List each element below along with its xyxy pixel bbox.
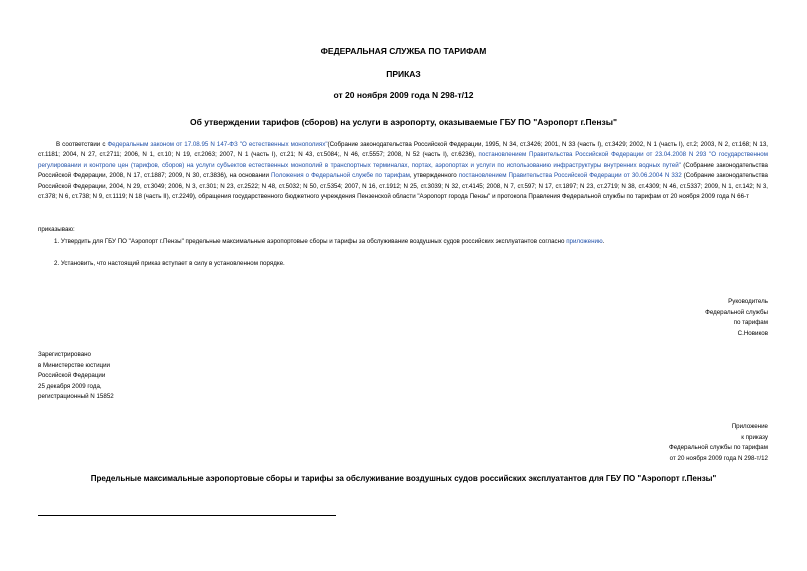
order-item-1-text: 1. Утвердить для ГБУ ПО "Аэропорт г.Пензы" предельные максимальные аэропортовые сборы и тарифы за обслуживание воздушных судов российских эксплуатантов согласно — [54, 238, 567, 245]
document-title: Об утверждении тарифов (сборов) на услуги в аэропорту, оказываемые ГБУ ПО "Аэропорт г.Пензы" — [189, 117, 618, 127]
preamble-text-4: , утвержденного — [409, 172, 459, 180]
signature-org: Федеральной службы — [705, 308, 768, 316]
registration-number: регистрационный N 15852 — [38, 393, 114, 400]
signature-block — [705, 297, 768, 339]
federal-law-link[interactable]: Федеральным законом от 17.08.95 N 147-ФЗ "О естественных монополиях" — [107, 141, 328, 148]
order-item-2: 2. Установить, что настоящий приказ вступает в силу в установленном порядке. — [54, 260, 285, 267]
registration-block — [38, 350, 114, 403]
document-date-number: от 20 ноября 2009 года N 298-т/12 — [333, 90, 474, 100]
registration-line-2: в Министерстве юстиции — [38, 361, 111, 369]
footnote-divider — [38, 515, 336, 516]
registration-date: 25 декабря 2009 года, — [38, 382, 102, 390]
government-decree-332-link[interactable]: постановлением Правительства Российской Федерации от 30.06.2004 N 332 — [458, 172, 682, 180]
issuing-authority: ФЕДЕРАЛЬНАЯ СЛУЖБА ПО ТАРИФАМ — [320, 46, 487, 56]
annex-authority: Федеральной службы по тарифам — [669, 444, 768, 451]
annex-date-number: от 20 ноября 2009 года N 298-т/12 — [669, 454, 768, 462]
order-item-1 — [54, 237, 604, 247]
annex-title: Предельные максимальные аэропортовые сборы и тарифы за обслуживание воздушных судов российских эксплуатантов для ГБУ ПО "Аэропорт г.Пензы" — [90, 474, 717, 483]
preamble-text-5: (Собрание законодательства Российской Федерации, 2004, N 29, ст.3049; 2006, N 3, ст.301; N 23, ст.2522; N 48, ст.5032; N 50, ст.5354; 2007, N 16, ст.1912; N 25, ст.3039; N 32, ст.4145; 2008, N 7, ст.597; N 17, ст.1897; N 23, ст.2719; N 38, ст.4309; N 46, ст.5337; 2009, N 1, ст.142; N 3, ст.378; N 6, ст.738; N 9, ст.1119; N 18 (часть II), ст.2249), обращения государственного бюджетного учреждения Пензенской области "Аэропорт города Пензы" и протокола Правления Федеральной службы по тарифам от 20 ноября 2009 года N 66-т — [38, 172, 768, 201]
signature-name: С.Новиков — [737, 329, 768, 337]
registration-line-1: Зарегистрировано — [38, 351, 91, 358]
preamble-text-2: (Собрание законодательства Российской Федерации, 1995, N 34, ст.3426; 2001, N 33 (часть I), ст.3429; 2002, N 1 (часть I), ст.2; 2003, N 2, ст.168; N 13, ст.1181; 2004, N 27, ст.2711; 2006, N 1, ст.10; N 19, ст.2063; 2007, N 1 (часть I), ст.21; N 43, ст.5084;, N 46, ст.5557; 2008, N 52 (часть I), ст.6236), — [38, 141, 769, 159]
registration-line-3: Российской Федерации — [38, 372, 106, 379]
preamble-text-3: (Собрание законодательства Российской Федерации, 2008, N 17, ст.1887; 2009, N 30, ст.3836), на основании — [38, 161, 768, 180]
government-decree-293-link[interactable]: постановлением Правительства Российской Федерации от 23.04.2008 N 293 "О государственном регулировании и контроле цен (тарифов, сборов) на услуги субъектов естественных монополий в транспортных терминалах, портах, аэропортах и услуги по использованию инфраструктуры внутренних водных путей" — [38, 151, 768, 169]
signature-position: Руководитель — [728, 298, 768, 305]
fst-regulation-link[interactable]: Положения о Федеральной службе по тарифам — [270, 172, 410, 180]
document-type: ПРИКАЗ — [386, 69, 421, 79]
annex-label: Приложение — [731, 423, 768, 430]
annex-header — [669, 422, 768, 464]
preamble-text-1: В соответствии с — [56, 141, 108, 148]
annex-link[interactable]: приложению — [566, 238, 603, 245]
preamble-paragraph — [38, 140, 768, 202]
annex-to-order: к приказу — [741, 433, 768, 441]
order-phrase: приказываю: — [38, 226, 75, 233]
signature-org-2: по тарифам — [733, 319, 768, 326]
order-item-1-end: . — [602, 238, 605, 245]
